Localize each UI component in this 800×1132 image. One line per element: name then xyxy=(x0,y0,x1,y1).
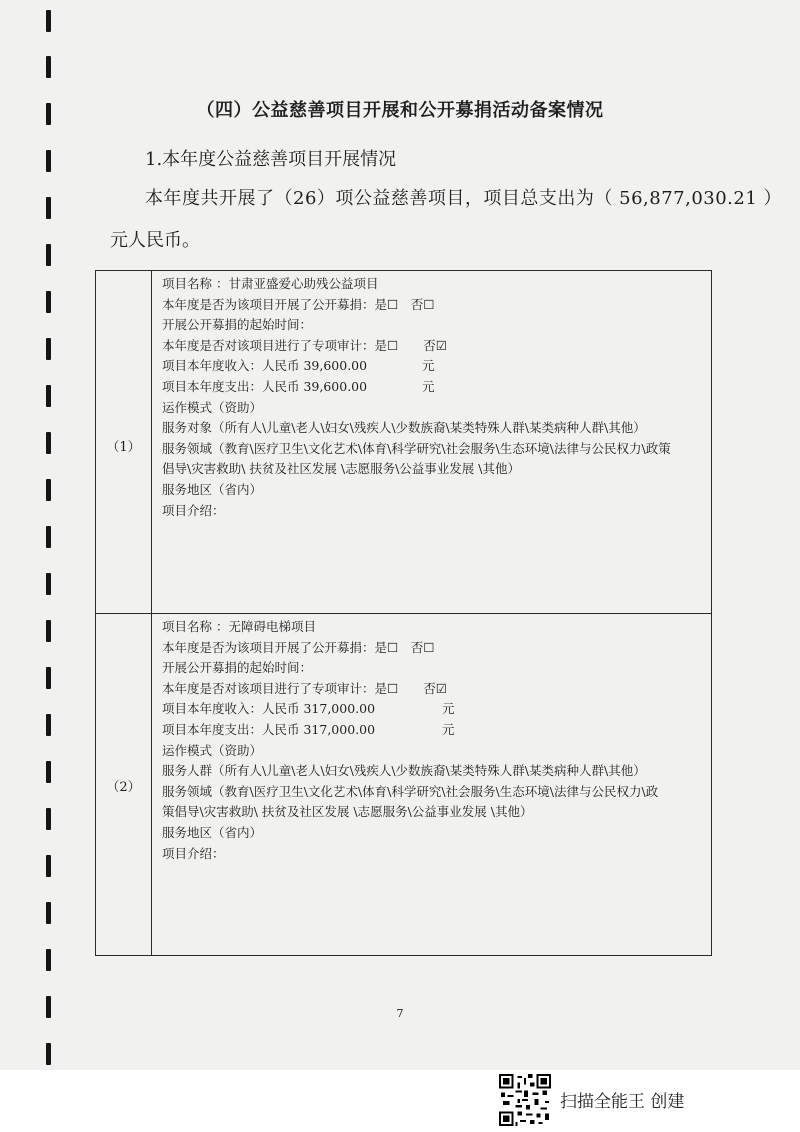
project-expense xyxy=(162,377,705,398)
service-region: 服务地区（省内） xyxy=(162,481,263,497)
binding-hole-mark xyxy=(46,855,51,877)
binding-hole-mark xyxy=(46,808,51,830)
fundraising-start-time: 开展公开募捐的起始时间： xyxy=(162,317,313,333)
project-expense-label: 项目本年度支出：人民币 317,000.00 xyxy=(162,721,376,737)
special-audit-question: 本年度是否对该项目进行了专项审计：是☐ 否☑ xyxy=(162,337,447,353)
service-fields-continued: 策倡导\灾害救助\ 扶贫及社区发展 \志愿服务\公益事业发展 \其他） xyxy=(162,804,533,820)
table-row-divider xyxy=(96,613,711,614)
project-details xyxy=(162,274,705,521)
operation-mode: 运作模式（资助） xyxy=(162,399,263,415)
project-income xyxy=(162,356,705,377)
currency-unit: 元 xyxy=(442,701,455,717)
binding-hole-mark xyxy=(46,385,51,407)
currency-unit: 元 xyxy=(422,378,435,394)
binding-hole-mark xyxy=(46,620,51,642)
currency-unit: 元 xyxy=(442,721,455,737)
service-fields-continued: 倡导\灾害救助\ 扶贫及社区发展 \志愿服务\公益事业发展 \其他） xyxy=(162,461,520,477)
project-expense-label: 项目本年度支出：人民币 39,600.00 xyxy=(162,378,368,394)
summary-paragraph-continued: 元人民币。 xyxy=(110,230,200,251)
fundraising-start-time: 开展公开募捐的起始时间： xyxy=(162,660,313,676)
project-name: 项目名称 ：甘肃亚盛爱心助残公益项目 xyxy=(162,276,379,291)
binding-hole-mark xyxy=(46,150,51,172)
project-index: （2） xyxy=(106,780,141,795)
binding-hole-mark xyxy=(46,56,51,78)
project-introduction: 项目介绍： xyxy=(162,845,225,861)
binding-hole-mark xyxy=(46,432,51,454)
binding-hole-mark xyxy=(46,526,51,548)
binding-hole-mark xyxy=(46,714,51,736)
binding-hole-mark xyxy=(46,338,51,360)
public-fundraising-question: 本年度是否为该项目开展了公开募捐：是☐ 否☐ xyxy=(162,639,435,655)
scanner-watermark: 扫描全能王 创建 xyxy=(560,1092,685,1112)
binding-hole-mark xyxy=(46,902,51,924)
project-income xyxy=(162,699,705,720)
currency-unit: 元 xyxy=(422,358,435,374)
binding-hole-mark xyxy=(46,10,51,32)
qr-code-icon xyxy=(499,1074,551,1126)
binding-hole-mark xyxy=(46,573,51,595)
operation-mode: 运作模式（资助） xyxy=(162,742,263,758)
project-income-label: 项目本年度收入：人民币 317,000.00 xyxy=(162,701,376,717)
binding-hole-mark xyxy=(46,667,51,689)
binding-hole-mark xyxy=(46,244,51,266)
binding-hole-mark xyxy=(46,761,51,783)
page-number: 7 xyxy=(396,1007,404,1020)
project-introduction: 项目介绍： xyxy=(162,502,225,518)
project-expense xyxy=(162,720,705,741)
summary-paragraph: 本年度共开展了（26）项公益慈善项目，项目总支出为（ 56,877,030.21 ） xyxy=(145,188,783,209)
binding-hole-mark xyxy=(46,1043,51,1065)
project-income-label: 项目本年度收入：人民币 39,600.00 xyxy=(162,358,368,374)
service-targets: 服务对象（所有人\儿童\老人\妇女\残疾人\少数族裔\某类特殊人群\某类病种人群\其他） xyxy=(162,420,646,436)
project-name: 项目名称 ：无障碍电梯项目 xyxy=(162,619,316,634)
project-details xyxy=(162,617,705,864)
service-fields: 服务领域（教育\医疗卫生\文化艺术\体育\科学研究\社会服务\生态环境\法律与公民权力\政 xyxy=(162,783,659,799)
service-fields: 服务领域（教育\医疗卫生\文化艺术\体育\科学研究\社会服务\生态环境\法律与公民权力\政策 xyxy=(162,440,671,456)
subsection-heading: 1.本年度公益慈善项目开展情况 xyxy=(145,149,397,170)
binding-hole-mark xyxy=(46,197,51,219)
section-heading: （四）公益慈善项目开展和公开募捐活动备案情况 xyxy=(196,100,604,121)
binding-hole-mark xyxy=(46,949,51,971)
project-index: （1） xyxy=(106,440,141,455)
service-targets: 服务人群（所有人\儿童\老人\妇女\残疾人\少数族裔\某类特殊人群\某类病种人群\其他） xyxy=(162,763,646,779)
public-fundraising-question: 本年度是否为该项目开展了公开募捐：是☐ 否☐ xyxy=(162,296,435,312)
binding-hole-mark xyxy=(46,291,51,313)
service-region: 服务地区（省内） xyxy=(162,824,263,840)
projects-table xyxy=(95,270,712,956)
special-audit-question: 本年度是否对该项目进行了专项审计：是☐ 否☑ xyxy=(162,680,447,696)
binding-hole-mark xyxy=(46,479,51,501)
